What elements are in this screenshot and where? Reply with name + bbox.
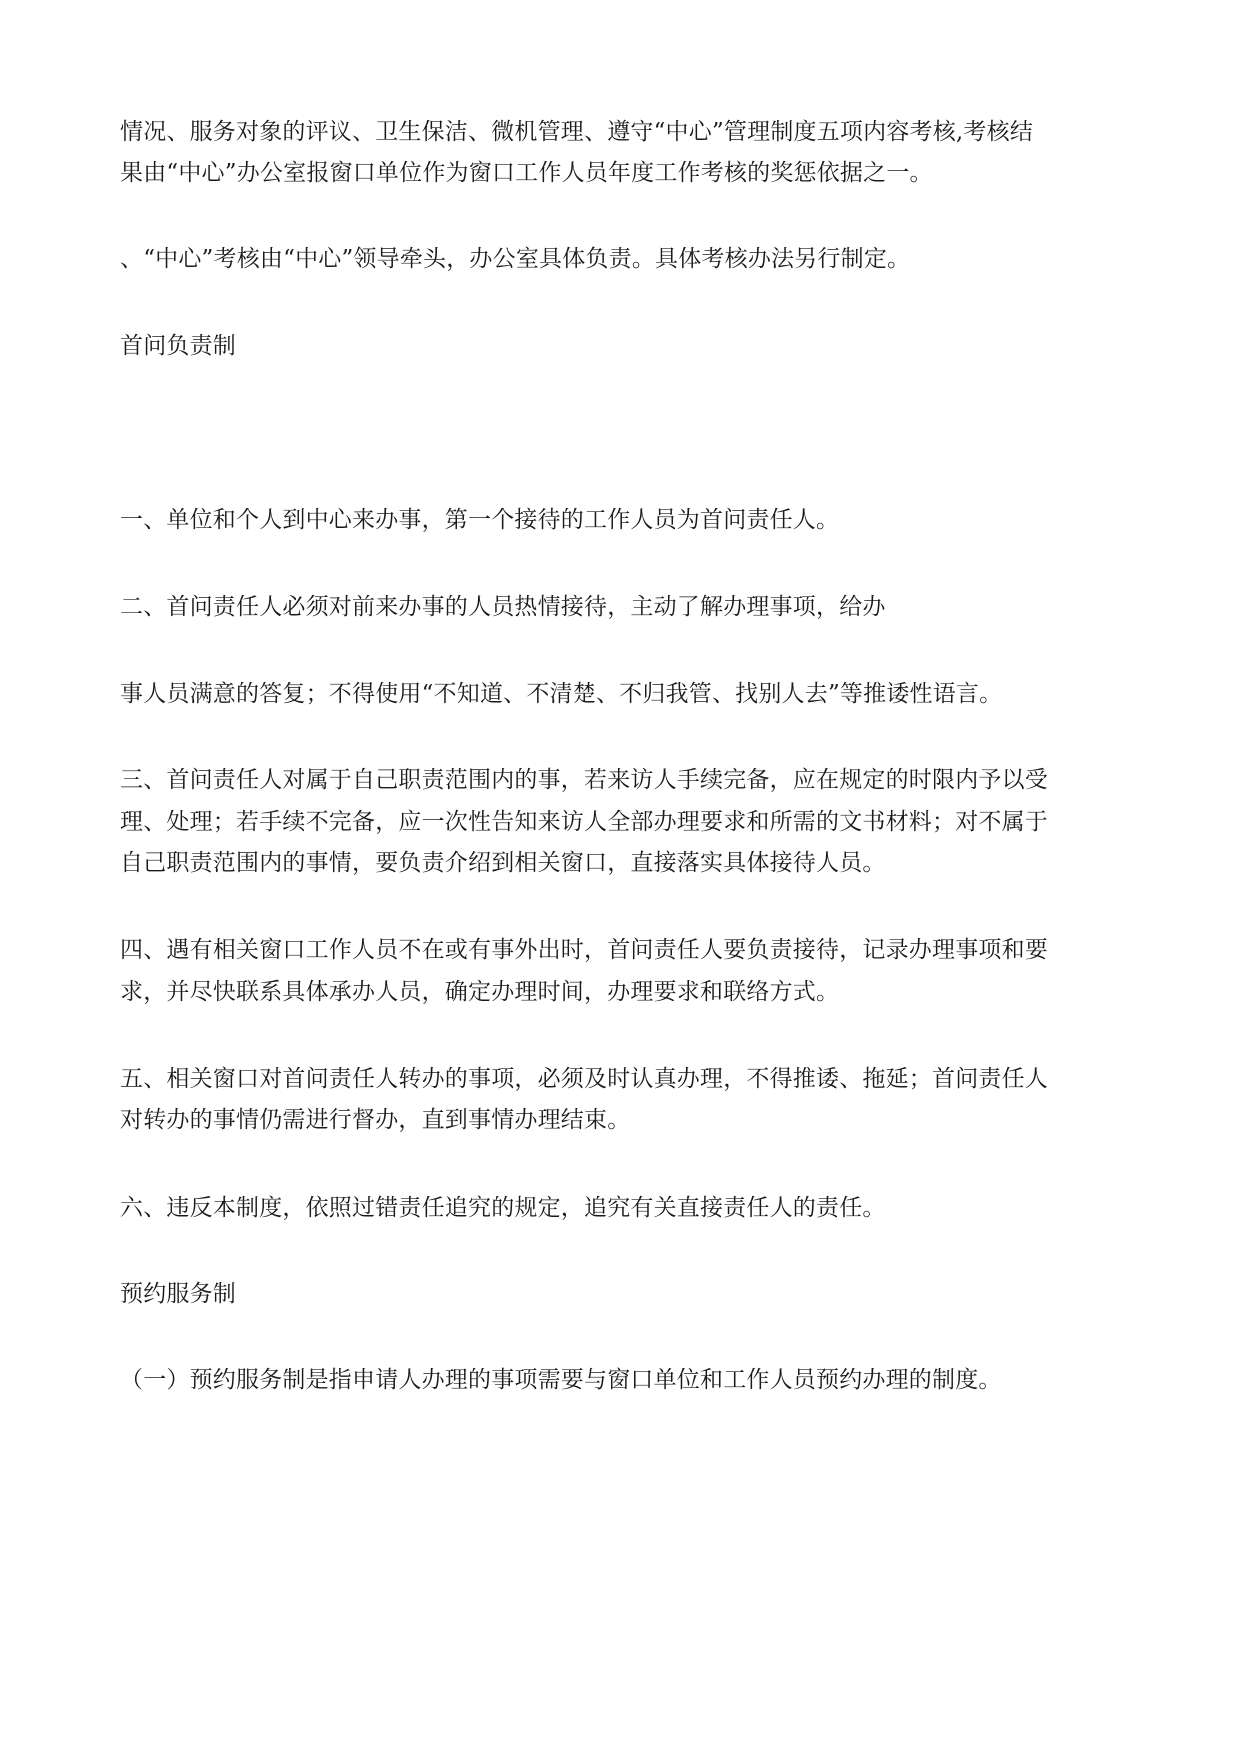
rule-item-3-line-1: 三、首问责任人对属于自己职责范围内的事，若来访人手续完备，应在规定的时限内予以受 (120, 767, 1048, 793)
rule-item-5-line-1: 五、相关窗口对首问责任人转办的事项，必须及时认真办理，不得推诿、拖延；首问责任人 (120, 1066, 1048, 1092)
rule-item-5-line-2: 对转办的事情仍需进行督办，直到事情办理结束。 (120, 1107, 631, 1133)
rule-item-2-line-1: 二、首问责任人必须对前来办事的人员热情接待，主动了解办理事项，给办 (120, 594, 886, 620)
rule-item-6: 六、违反本制度，依照过错责任追究的规定，追究有关直接责任人的责任。 (120, 1195, 886, 1221)
section-heading-first-inquiry: 首问负责制 (120, 333, 236, 359)
rule-item-4-line-2: 求，并尽快联系具体承办人员，确定办理时间，办理要求和联络方式。 (120, 979, 840, 1005)
rule-item-1: 一、单位和个人到中心来办事，第一个接待的工作人员为首问责任人。 (120, 507, 840, 533)
rule-item-2-line-2: 事人员满意的答复；不得使用“不知道、不清楚、不归我管、找别人去”等推诿性语言。 (120, 681, 1003, 707)
section-heading-appointment-service: 预约服务制 (120, 1281, 236, 1307)
rule-item-3-line-2: 理、处理；若手续不完备，应一次性告知来访人全部办理要求和所需的文书材料；对不属于 (120, 809, 1048, 835)
paragraph-assessment-line-2: 果由“中心”办公室报窗口单位作为窗口工作人员年度工作考核的奖惩依据之一。 (120, 160, 933, 186)
appointment-sub-item-1: （一）预约服务制是指申请人办理的事项需要与窗口单位和工作人员预约办理的制度。 (120, 1367, 1002, 1393)
rule-item-3-line-3: 自己职责范围内的事情，要负责介绍到相关窗口，直接落实具体接待人员。 (120, 850, 886, 876)
rule-item-4-line-1: 四、遇有相关窗口工作人员不在或有事外出时，首问责任人要负责接待，记录办理事项和要 (120, 937, 1048, 963)
paragraph-assessment-line-1: 情况、服务对象的评议、卫生保洁、微机管理、遵守“中心”管理制度五项内容考核,考核结 (120, 119, 1034, 145)
paragraph-center-assessment: 、“中心”考核由“中心”领导牵头，办公室具体负责。具体考核办法另行制定。 (120, 246, 911, 272)
